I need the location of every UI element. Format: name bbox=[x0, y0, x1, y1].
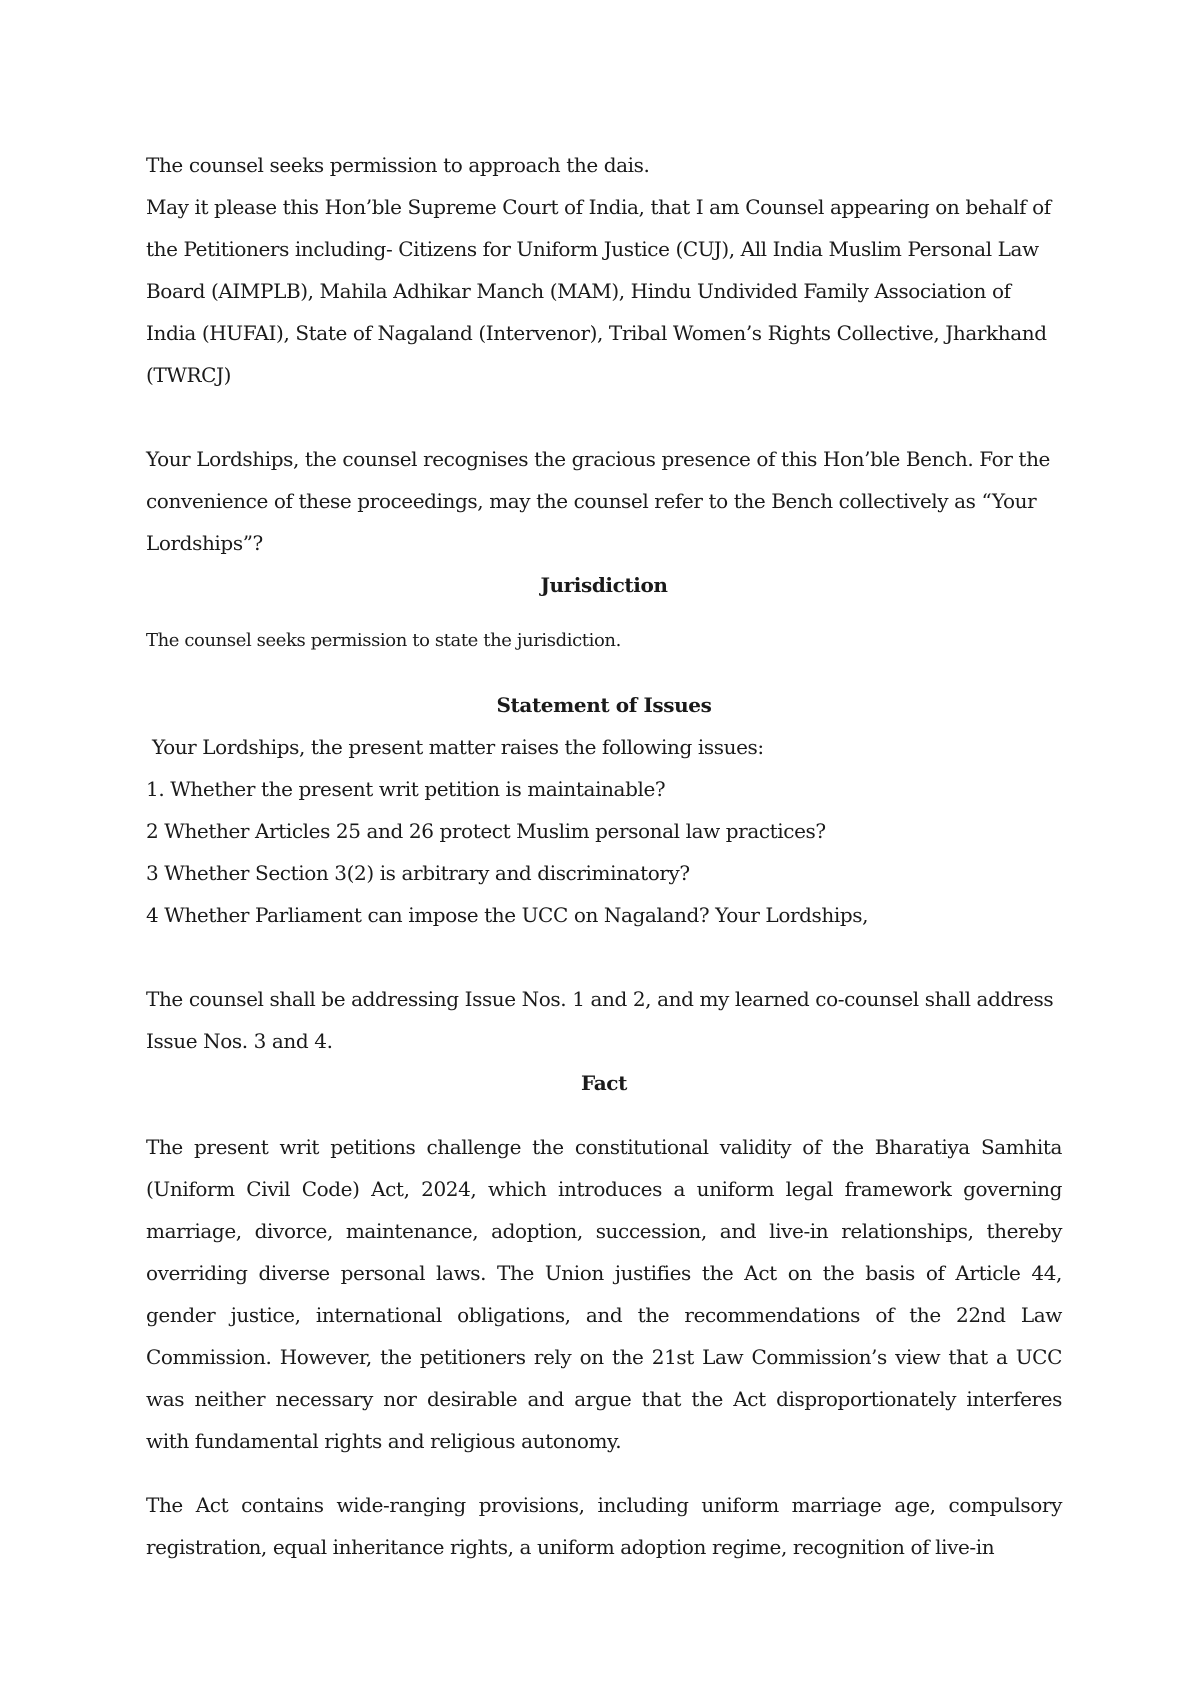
spacer bbox=[146, 936, 1062, 978]
issue-item: 1. Whether the present writ petition is maintainable? bbox=[146, 777, 666, 801]
jurisdiction-text: The counsel seeks permission to state the jurisdiction. bbox=[146, 630, 621, 651]
jurisdiction-heading: Jurisdiction bbox=[540, 573, 668, 597]
spacer bbox=[146, 396, 1062, 438]
issue-item: 3 Whether Section 3(2) is arbitrary and discriminatory? bbox=[146, 861, 690, 885]
issues-heading: Statement of Issues bbox=[496, 693, 712, 717]
issue-item: 4 Whether Parliament can impose the UCC on Nagaland? Your Lordships, bbox=[146, 903, 869, 927]
fact-heading: Fact bbox=[581, 1071, 627, 1095]
counsel-appearance-paragraph: May it please this Hon’ble Supreme Court of India, that I am Counsel appearing on behalf of the Petitioners including- Citizens for Uniform Justice (CUJ), All India Muslim Personal Law Board (AIMPLB), Mahila Adhikar Manch (MAM), Hindu Undivided Family Association of India (HUFAI), State of Nagaland (Intervenor), Tribal Women’s Rights Collective, Jharkhand (TWRCJ) bbox=[146, 195, 1051, 387]
approach-dais-line: The counsel seeks permission to approach the dais. bbox=[146, 153, 650, 177]
fact-paragraph-1: The present writ petitions challenge the constitutional validity of the Bharatiya Samhita (Uniform Civil Code) Act, 2024, which introduces a uniform legal framework governing marriage, divorce, maintenance, adoption, succession, and live-in relationships, thereby overriding diverse personal laws. The Union justifies the Act on the basis of Article 44, gender justice, international obligations, and the recommendations of the 22nd Law Commission. However, the petitioners rely on the 21st Law Commission’s view that a UCC was neither necessary nor desirable and argue that the Act disproportionately interferes with fundamental rights and religious autonomy. bbox=[146, 1135, 1062, 1453]
issue-item: 2 Whether Articles 25 and 26 protect Muslim personal law practices? bbox=[146, 819, 826, 843]
fact-paragraph-2: The Act contains wide-ranging provisions, including uniform marriage age, compulsory registration, equal inheritance rights, a uniform adoption regime, recognition of live-in bbox=[146, 1493, 1062, 1559]
lordships-paragraph: Your Lordships, the counsel recognises the gracious presence of this Hon’ble Bench. For the convenience of these proceedings, may the counsel refer to the Bench collectively as “Your Lordships”? bbox=[146, 447, 1050, 555]
document-body bbox=[146, 144, 1062, 1568]
addressing-paragraph: The counsel shall be addressing Issue Nos. 1 and 2, and my learned co-counsel shall address Issue Nos. 3 and 4. bbox=[146, 987, 1054, 1053]
issues-intro: Your Lordships, the present matter raises the following issues: bbox=[152, 735, 764, 759]
